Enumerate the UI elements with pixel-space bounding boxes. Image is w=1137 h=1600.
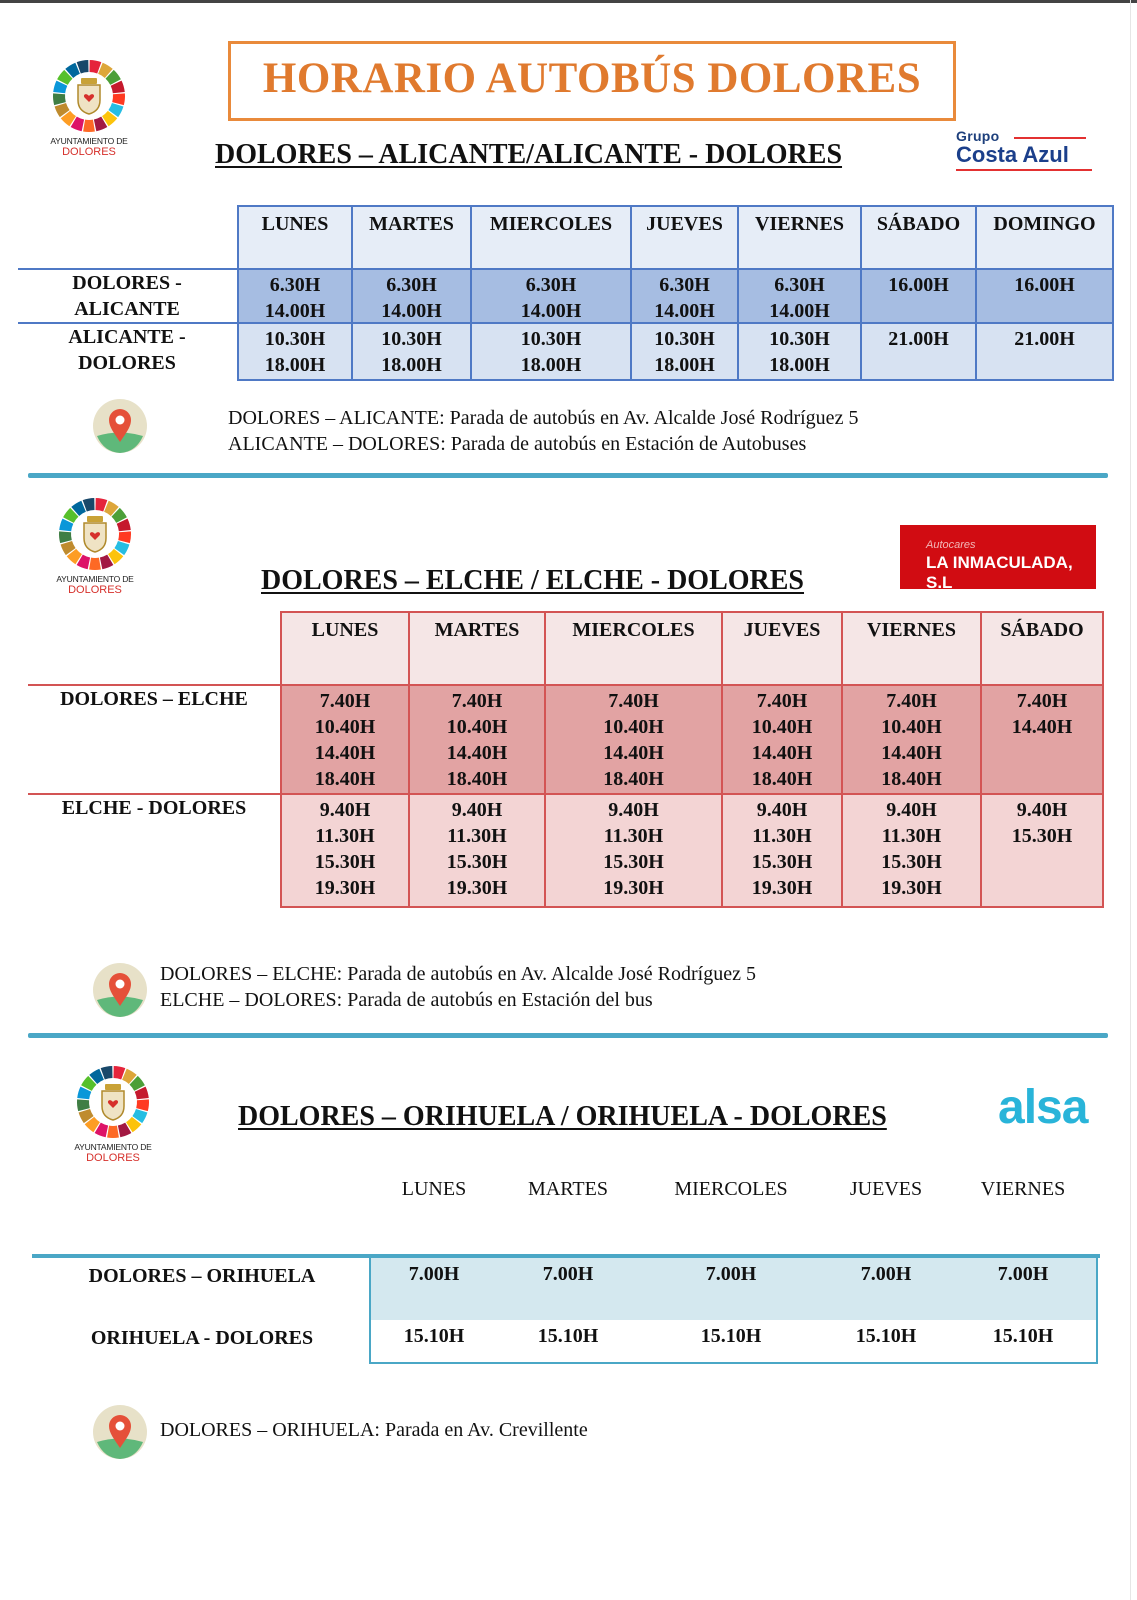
departure-time: 10.30H bbox=[264, 328, 326, 350]
day-header: MARTES bbox=[408, 611, 546, 686]
departure-time: 14.00H bbox=[769, 300, 830, 322]
departure-time: 10.30H bbox=[520, 328, 582, 350]
departure-time: 15.30H bbox=[314, 851, 376, 873]
route-label: DOLORES – ELCHE bbox=[60, 688, 248, 710]
stop-note: ELCHE – DOLORES: Parada de autobús en Estación del bus bbox=[160, 989, 653, 1011]
route-label-line: ALICANTE - bbox=[68, 326, 186, 348]
map-pin-icon bbox=[92, 962, 148, 1018]
costa-azul-name: Costa Azul bbox=[956, 142, 1069, 167]
departure-time: 18.40H bbox=[314, 768, 376, 790]
time-cell bbox=[280, 684, 410, 795]
page-title: HORARIO AUTOBÚS DOLORES bbox=[228, 41, 956, 121]
table-bottom-rule bbox=[369, 1362, 1098, 1364]
departure-time: 18.00H bbox=[769, 354, 830, 376]
day-header: VIERNES bbox=[737, 205, 862, 270]
route-label bbox=[20, 270, 234, 322]
departure-time: 15.30H bbox=[751, 851, 813, 873]
section-title-elche: DOLORES – ELCHE / ELCHE - DOLORES bbox=[261, 565, 805, 596]
departure-time: 7.00H bbox=[408, 1263, 460, 1285]
time-cell bbox=[237, 268, 353, 324]
departure-time: 19.30H bbox=[446, 877, 508, 899]
la-inmaculada-logo bbox=[900, 525, 1096, 592]
time-cell bbox=[737, 322, 862, 381]
route-label-line: DOLORES bbox=[78, 352, 176, 374]
alicante-stops-pin bbox=[92, 398, 148, 459]
elche-stops bbox=[160, 961, 756, 1013]
departure-time: 7.40H bbox=[1016, 690, 1068, 712]
departure-time: 14.40H bbox=[446, 742, 508, 764]
section-divider bbox=[28, 473, 1108, 478]
departure-time: 7.00H bbox=[860, 1263, 912, 1285]
departure-time: 15.30H bbox=[446, 851, 508, 873]
departure-time: 14.00H bbox=[654, 300, 715, 322]
time-cell bbox=[975, 268, 1114, 324]
route-label-line: DOLORES - bbox=[72, 272, 182, 294]
day-header: JUEVES bbox=[630, 205, 739, 270]
departure-time bbox=[982, 740, 1102, 766]
departure-time: 7.00H bbox=[705, 1263, 757, 1285]
section-title-alicante: DOLORES – ALICANTE/ALICANTE - DOLORES bbox=[215, 139, 843, 170]
ayuntamiento-town: DOLORES bbox=[62, 146, 116, 158]
orihuela-stops bbox=[160, 1417, 588, 1443]
departure-time: 11.30H bbox=[603, 825, 664, 847]
time-cell bbox=[544, 793, 723, 908]
table-right-rule bbox=[1096, 1256, 1098, 1364]
departure-time: 19.30H bbox=[751, 877, 813, 899]
stop-note: DOLORES – ORIHUELA: Parada en Av. Crevillente bbox=[160, 1419, 588, 1441]
departure-time: 11.30H bbox=[315, 825, 375, 847]
day-header: LUNES bbox=[401, 1178, 467, 1200]
departure-time: 10.40H bbox=[881, 716, 942, 738]
departure-time: 18.40H bbox=[881, 768, 942, 790]
departure-time bbox=[977, 298, 1112, 324]
departure-time: 15.10H bbox=[403, 1325, 465, 1347]
departure-time: 15.30H bbox=[603, 851, 664, 873]
departure-time: 6.30H bbox=[774, 274, 825, 296]
row-rule bbox=[18, 268, 237, 270]
day-header: VIERNES bbox=[841, 611, 982, 686]
elche-stops-pin bbox=[92, 962, 148, 1023]
ayuntamiento-logo bbox=[43, 1064, 183, 1164]
departure-time: 19.30H bbox=[881, 877, 942, 899]
time-cell bbox=[980, 684, 1104, 795]
time-cell bbox=[737, 268, 862, 324]
time-cell bbox=[470, 322, 632, 381]
route-label bbox=[20, 324, 234, 376]
day-header: MARTES bbox=[528, 1178, 608, 1200]
departure-time: 10.40H bbox=[314, 716, 376, 738]
ayuntamiento-label: AYUNTAMIENTO DE bbox=[56, 574, 134, 584]
day-header: VIERNES bbox=[980, 1178, 1066, 1200]
time-cell bbox=[980, 793, 1104, 908]
departure-time: 7.40H bbox=[319, 690, 371, 712]
time-cell bbox=[351, 268, 472, 324]
departure-time: 14.00H bbox=[264, 300, 326, 322]
departure-time: 7.40H bbox=[886, 690, 937, 712]
route-label-line: ALICANTE bbox=[74, 298, 180, 320]
day-header: LUNES bbox=[280, 611, 410, 686]
map-pin-icon bbox=[92, 398, 148, 454]
departure-time: 14.00H bbox=[381, 300, 442, 322]
day-header: SÁBADO bbox=[860, 205, 977, 270]
top-border bbox=[0, 0, 1137, 3]
time-cell bbox=[860, 322, 977, 381]
section-divider bbox=[28, 1033, 1108, 1038]
departure-time: 10.30H bbox=[769, 328, 830, 350]
departure-time: 18.40H bbox=[603, 768, 664, 790]
time-cell bbox=[544, 684, 723, 795]
map-pin-icon bbox=[92, 1404, 148, 1460]
time-cell bbox=[408, 684, 546, 795]
time-cell bbox=[237, 322, 353, 381]
departure-time: 10.30H bbox=[381, 328, 442, 350]
section-title-orihuela: DOLORES – ORIHUELA / ORIHUELA - DOLORES bbox=[238, 1101, 887, 1132]
departure-time bbox=[982, 849, 1102, 875]
departure-time: 14.00H bbox=[520, 300, 582, 322]
orihuela-stops-pin bbox=[92, 1404, 148, 1465]
departure-time: 10.40H bbox=[603, 716, 664, 738]
departure-time: 19.30H bbox=[603, 877, 664, 899]
day-header: LUNES bbox=[237, 205, 353, 270]
departure-time: 15.10H bbox=[992, 1325, 1054, 1347]
time-cell bbox=[630, 322, 739, 381]
departure-time: 9.40H bbox=[451, 799, 503, 821]
municipal-crest-icon bbox=[51, 58, 127, 134]
day-header: JUEVES bbox=[721, 611, 843, 686]
municipal-crest-icon bbox=[57, 496, 133, 572]
departure-time: 11.30H bbox=[752, 825, 812, 847]
departure-time: 21.00H bbox=[1014, 328, 1075, 350]
departure-time bbox=[977, 352, 1112, 378]
la-inmaculada-name: LA INMACULADA, S.L bbox=[926, 553, 1073, 592]
departure-time: 9.40H bbox=[608, 799, 659, 821]
departure-time: 18.00H bbox=[654, 354, 715, 376]
costa-azul-logo bbox=[956, 128, 1096, 171]
day-header: JUEVES bbox=[849, 1178, 923, 1200]
time-cell bbox=[721, 684, 843, 795]
ayuntamiento-logo bbox=[19, 58, 159, 158]
row-rule bbox=[28, 793, 280, 795]
departure-time: 19.30H bbox=[314, 877, 376, 899]
day-header: MIERCOLES bbox=[544, 611, 723, 686]
ayuntamiento-town: DOLORES bbox=[68, 584, 122, 596]
departure-time: 9.40H bbox=[886, 799, 937, 821]
departure-time: 7.00H bbox=[542, 1263, 594, 1285]
departure-time: 9.40H bbox=[319, 799, 371, 821]
row-rule bbox=[18, 322, 237, 324]
departure-time: 18.00H bbox=[381, 354, 442, 376]
alicante-stops bbox=[228, 405, 858, 457]
departure-time: 16.00H bbox=[1014, 274, 1075, 296]
route-label: ORIHUELA - DOLORES bbox=[90, 1327, 314, 1349]
departure-time: 10.40H bbox=[446, 716, 508, 738]
day-header: MARTES bbox=[351, 205, 472, 270]
departure-time: 6.30H bbox=[525, 274, 577, 296]
departure-time: 18.40H bbox=[446, 768, 508, 790]
time-cell bbox=[841, 793, 982, 908]
municipal-crest-icon bbox=[75, 1064, 151, 1140]
stop-note: DOLORES – ELCHE: Parada de autobús en Av. Alcalde José Rodríguez 5 bbox=[160, 963, 756, 985]
departure-time: 15.10H bbox=[537, 1325, 599, 1347]
departure-time: 6.30H bbox=[386, 274, 437, 296]
departure-time: 7.40H bbox=[756, 690, 808, 712]
departure-time: 18.00H bbox=[520, 354, 582, 376]
costa-azul-underline bbox=[956, 169, 1092, 171]
time-cell bbox=[280, 793, 410, 908]
day-header: MIERCOLES bbox=[674, 1178, 788, 1200]
departure-time: 6.30H bbox=[269, 274, 321, 296]
departure-time: 15.10H bbox=[700, 1325, 762, 1347]
la-inmaculada-tagline: Autocares bbox=[926, 539, 976, 551]
departure-time: 16.00H bbox=[888, 274, 949, 296]
departure-time: 14.40H bbox=[881, 742, 942, 764]
time-cell bbox=[975, 322, 1114, 381]
departure-time: 9.40H bbox=[756, 799, 808, 821]
departure-time: 7.40H bbox=[608, 690, 659, 712]
time-cell bbox=[860, 268, 977, 324]
departure-time: 14.40H bbox=[751, 742, 813, 764]
day-header: DOMINGO bbox=[975, 205, 1114, 270]
departure-time: 10.40H bbox=[751, 716, 813, 738]
stop-note: ALICANTE – DOLORES: Parada de autobús en Estación de Autobuses bbox=[228, 433, 807, 455]
departure-time: 11.30H bbox=[447, 825, 507, 847]
departure-time: 18.00H bbox=[264, 354, 326, 376]
departure-time: 15.10H bbox=[855, 1325, 917, 1347]
departure-time: 7.40H bbox=[451, 690, 503, 712]
time-cell bbox=[841, 684, 982, 795]
stop-note: DOLORES – ALICANTE: Parada de autobús en Av. Alcalde José Rodríguez 5 bbox=[228, 407, 859, 429]
departure-time bbox=[982, 875, 1102, 901]
day-header: SÁBADO bbox=[980, 611, 1104, 686]
ayuntamiento-label: AYUNTAMIENTO DE bbox=[74, 1142, 152, 1152]
departure-time: 21.00H bbox=[888, 328, 949, 350]
departure-time bbox=[862, 352, 975, 378]
departure-time: 9.40H bbox=[1016, 799, 1068, 821]
departure-time: 14.40H bbox=[1011, 716, 1073, 738]
departure-time: 11.30H bbox=[881, 825, 942, 847]
time-cell bbox=[408, 793, 546, 908]
ayuntamiento-town: DOLORES bbox=[86, 1152, 140, 1164]
departure-time: 6.30H bbox=[659, 274, 710, 296]
departure-time: 18.40H bbox=[751, 768, 813, 790]
route-label: DOLORES – ORIHUELA bbox=[88, 1265, 316, 1287]
day-header: MIERCOLES bbox=[470, 205, 632, 270]
departure-time: 15.30H bbox=[1011, 825, 1073, 847]
departure-time: 15.30H bbox=[881, 851, 942, 873]
ayuntamiento-label: AYUNTAMIENTO DE bbox=[50, 136, 128, 146]
costa-azul-accent bbox=[1014, 137, 1086, 139]
departure-time: 10.30H bbox=[654, 328, 715, 350]
row-rule bbox=[28, 684, 280, 686]
alsa-logo: alsa bbox=[998, 1081, 1088, 1134]
departure-time: 14.40H bbox=[314, 742, 376, 764]
departure-time: 7.00H bbox=[997, 1263, 1049, 1285]
time-cell bbox=[630, 268, 739, 324]
departure-time: 14.40H bbox=[603, 742, 664, 764]
costa-azul-grupo: Grupo bbox=[956, 128, 1000, 144]
ayuntamiento-logo bbox=[25, 496, 165, 596]
time-cell bbox=[351, 322, 472, 381]
departure-time bbox=[982, 766, 1102, 792]
route-label: ELCHE - DOLORES bbox=[61, 797, 247, 819]
departure-time bbox=[862, 298, 975, 324]
time-cell bbox=[721, 793, 843, 908]
time-cell bbox=[470, 268, 632, 324]
page-edge bbox=[1130, 0, 1131, 1600]
